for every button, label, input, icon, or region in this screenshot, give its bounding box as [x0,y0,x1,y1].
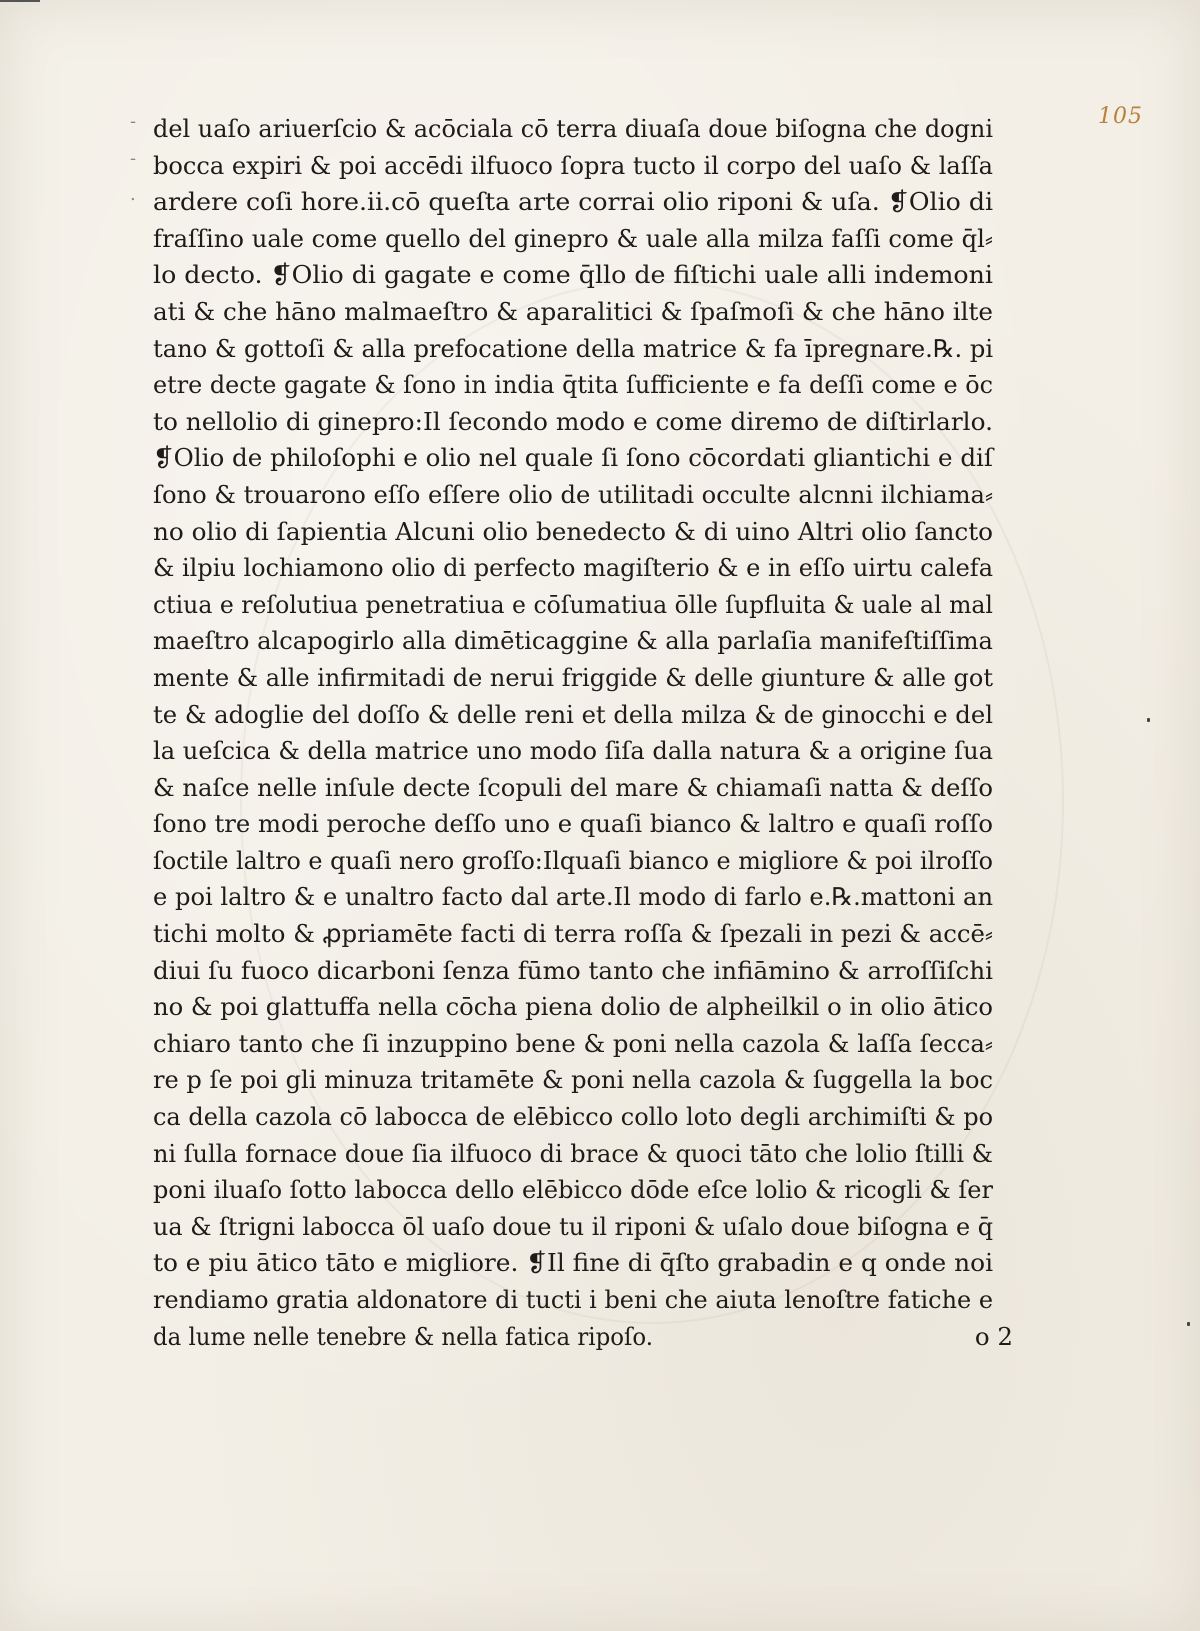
margin-marks [130,111,136,221]
text-line-content: chiaro tanto che ſi inzuppino bene & poni nella cazola & laſſa ſecca⸗ [153,1028,994,1058]
text-line-content: la ueſcica & della matrice uno modo ſiſa dalla natura & a origine ſua [153,736,994,766]
text-line [153,221,1013,258]
margin-mark: - [130,111,137,132]
text-line-content: re p ſe poi gli minuza tritamēte & poni nella cazola & ſuggella la boc [153,1065,993,1095]
text-line [153,440,1013,477]
text-line [153,953,1013,990]
text-line [153,1319,1013,1356]
margin-mark: . [130,184,136,206]
text-line [153,879,1013,916]
text-line-content: e poi laltro & e unaltro facto dal arte.Il modo di farlo e.℞.mattoni an [153,882,994,912]
text-line [153,404,1013,441]
text-line-content: & naſce nelle inſule decte ſcopuli del mare & chiamaſi natta & deſſo [153,772,994,802]
text-line-content: ardere coſi hore.ii.cō queſta arte corrai olio riponi & uſa. ❡Olio di [153,187,994,217]
text-line [153,184,1013,221]
folio-number: 105 [1098,104,1143,129]
text-line [153,367,1013,404]
text-line [153,1099,1013,1136]
text-line [153,514,1013,551]
text-line [153,111,1013,148]
signature-mark: o 2 [974,1321,1013,1351]
margin-mark: - [130,147,137,169]
text-line [153,1026,1013,1063]
text-line [153,477,1013,514]
margin-dot [1147,718,1150,722]
text-line [153,1172,1013,1209]
text-line [153,550,1013,587]
text-line-content: ſono & trouarono eſſo eſſere olio de utilitadi occulte alcnni ilchiama⸗ [153,479,994,509]
text-line-content: poni iluaſo ſotto labocca dello elēbicco dōde eſce lolio & ricogli & ſer [153,1175,994,1205]
text-line-content: ua & ſtrigni labocca ōl uaſo doue tu il riponi & uſalo doue biſogna e q̄ [153,1211,994,1241]
text-line-content: etre decte gagate & ſono in india q̄tita ſufficiente e fa deſſi come e ōc [153,370,993,400]
text-line [153,733,1013,770]
text-line [153,148,1013,185]
text-line-content: te & adoglie del doſſo & delle reni et della milza & de ginocchi e del [153,699,993,729]
margin-dot [1187,1322,1190,1326]
text-line-content: ❡Olio de philoſophi e olio nel quale ſi ſono cōcordati gliantichi e diſ [153,443,994,473]
text-line [153,770,1013,807]
text-line-content: to e piu ātico tāto e migliore. ❡Il fine di q̄ſto grabadin e q onde noi [153,1248,994,1278]
text-line [153,1062,1013,1099]
text-line [153,587,1013,624]
text-line [153,1136,1013,1173]
text-line [153,331,1013,368]
text-line-content: rendiamo gratia aldonatore di tucti i beni che aiuta lenoſtre fatiche e [153,1285,994,1314]
text-line [153,623,1013,660]
text-line-content: lo decto. ❡Olio di gagate e come q̄llo de fiſtichi uale alli indemoni [153,260,993,290]
text-line [153,1282,1013,1319]
text-line-content: fraſſino uale come quello del ginepro & uale alla milza faſſi come q̄l⸗ [153,223,993,253]
text-line [153,294,1013,331]
text-line-content: ctiua e reſolutiua penetratiua e cōſumatiua ōlle ſupfluita & uale al mal [153,589,993,619]
text-line [153,843,1013,880]
text-line [153,1245,1013,1282]
corner-mark [0,0,40,2]
text-line [153,916,1013,953]
text-line-content: to nellolio di ginepro:Il ſecondo modo e come diremo de diſtirlarlo. [153,406,993,436]
text-block [153,111,1013,1355]
text-line-content: mente & alle infirmitadi de nerui friggide & delle giunture & alle got [153,662,993,692]
text-line-content: ſono tre modi peroche deſſo uno e quaſi bianco & laltro e quaſi roſſo [153,809,994,839]
text-line-content: ni ſulla fornace doue ſia ilfuoco di brace & quoci tāto che lolio ſtilli & [153,1138,993,1168]
text-line [153,989,1013,1026]
text-line-content: no olio di ſapientia Alcuni olio benedecto & di uino Altri olio ſancto [153,516,994,546]
text-line-content: del uaſo ariuerſcio & acōciala cō terra diuaſa doue biſogna che dogni [153,114,994,143]
text-line-content: tichi molto & ꝓpriamēte facti di terra roſſa & ſpezali in pezi & accē⸗ [153,919,994,949]
text-line [153,806,1013,843]
text-line [153,660,1013,697]
text-line-content: tano & gottoſi & alla prefocatione della matrice & fa īpregnare.℞. pi [153,333,994,363]
text-line-content: bocca expiri & poi accēdi ilfuoco ſopra tucto il corpo del uaſo & laſſa [153,150,993,180]
text-line-content: & ilpiu lochiamono olio di perfecto magiſterio & e in eſſo uirtu calefa [153,553,994,583]
text-line-content: no & poi glattuffa nella cōcha piena dolio de alpheilkil o in olio ātico [153,992,994,1022]
text-line [153,257,1013,294]
text-line-content: ati & che hāno malmaeſtro & aparalitici & ſpaſmoſi & che hāno ilte [153,296,994,326]
text-line-content: diui ſu fuoco dicarboni ſenza fūmo tanto che infiāmino & arroſſiſchi [153,955,994,985]
text-line-content: ca della cazola cō labocca de elēbicco collo loto degli archimiſti & po [153,1102,994,1132]
text-line-content: maeſtro alcapogirlo alla dimēticaggine & alla parlaſia manifeſtiſſima [153,626,993,656]
text-line [153,697,1013,734]
text-line-content: da lume nelle tenebre & nella fatica ripoſo. [153,1321,654,1351]
text-line [153,1209,1013,1246]
text-line-content: ſoctile laltro e quaſi nero groſſo:Ilquaſi bianco e migliore & poi ilroſſo [153,845,994,875]
